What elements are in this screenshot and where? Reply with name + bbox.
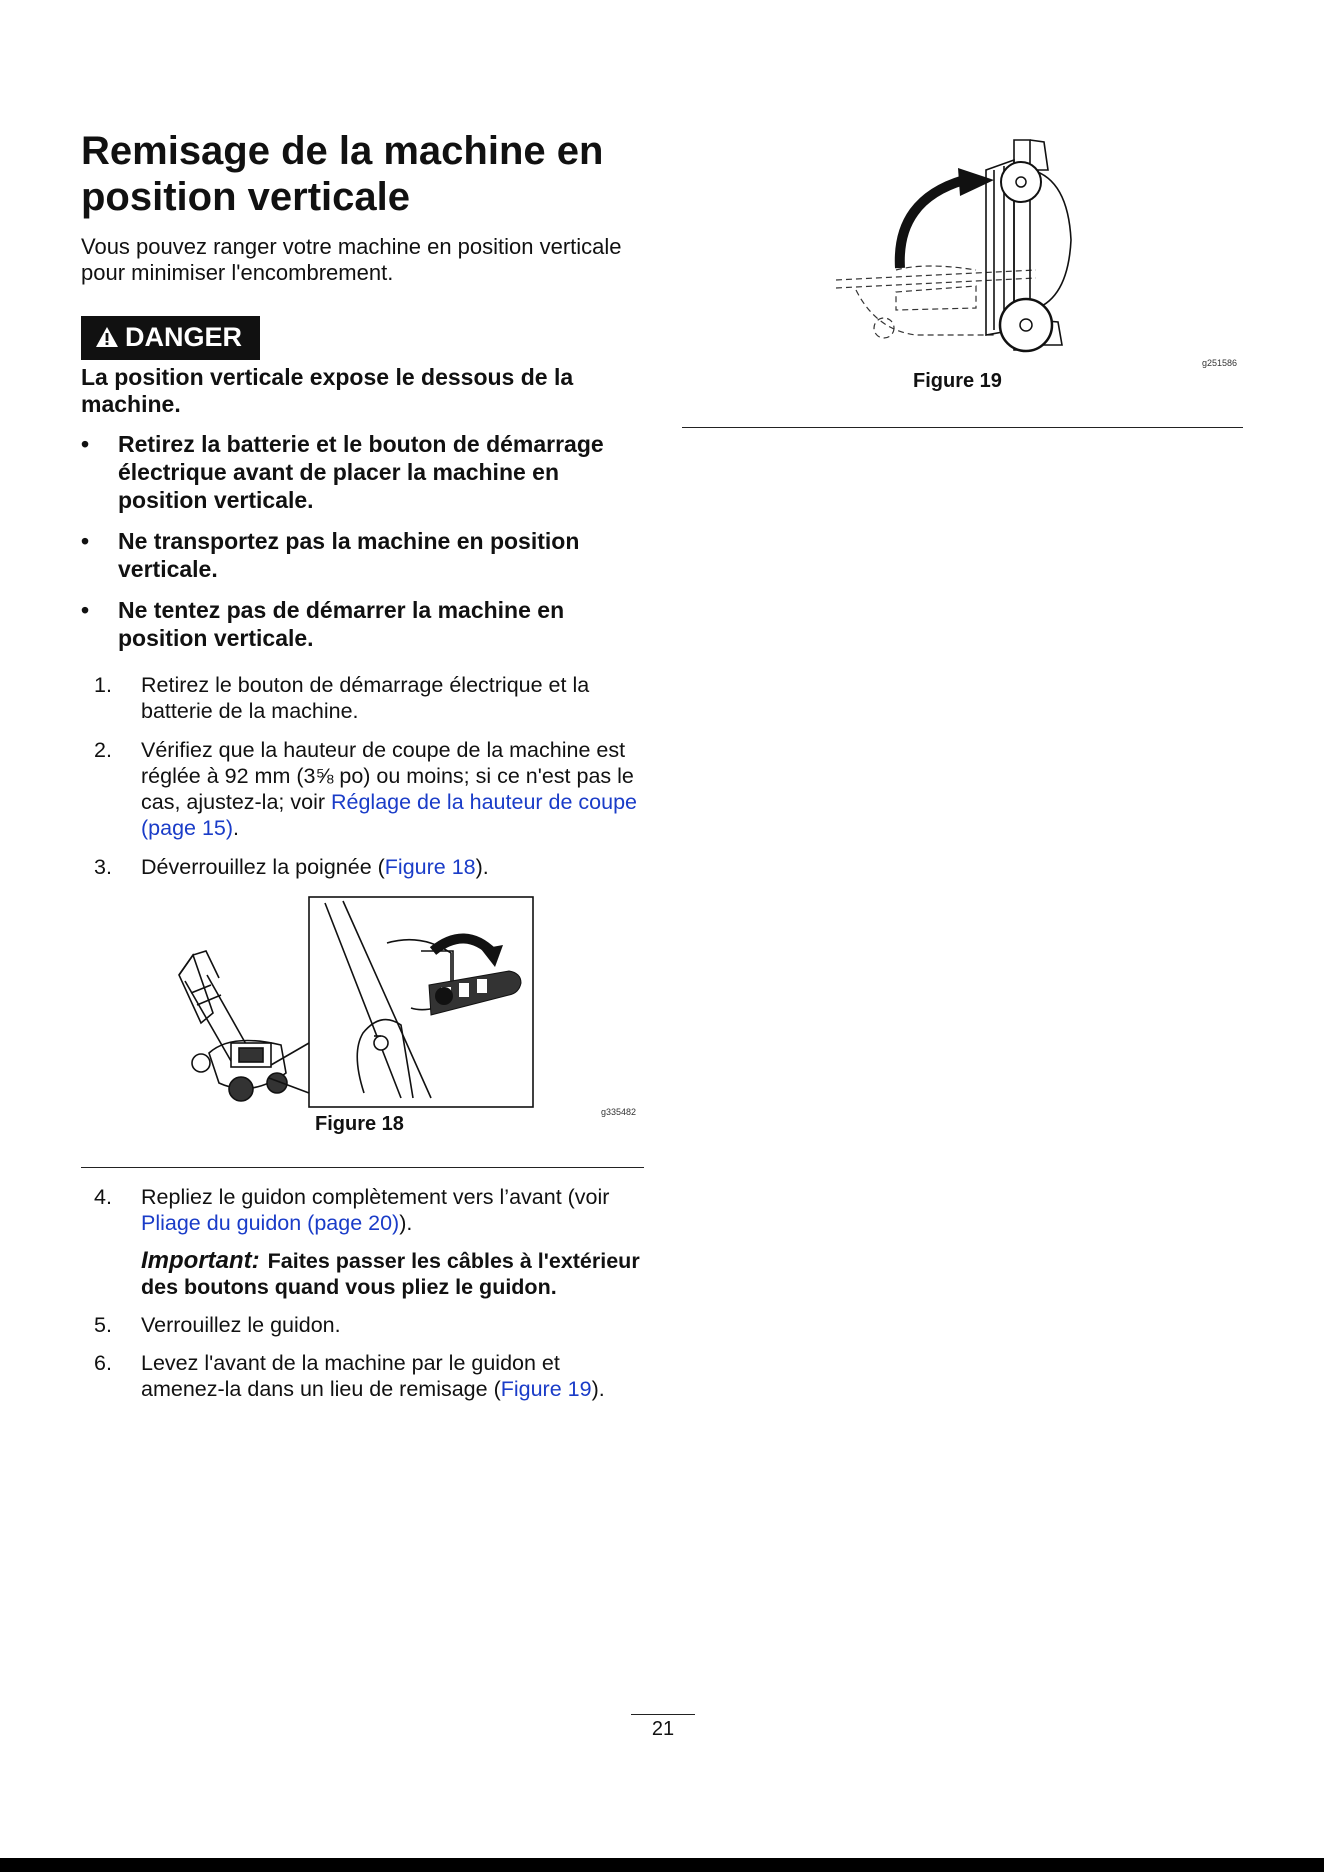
figure-18-caption: Figure 18 <box>315 1113 404 1135</box>
figure-19-divider <box>682 427 1243 428</box>
link-folding-handle[interactable]: Pliage du guidon (page 20) <box>141 1211 400 1235</box>
danger-bullet: • Ne transportez pas la machine en position verticale. <box>81 528 580 582</box>
step-number: 1. <box>94 673 112 697</box>
figure-18 <box>81 893 646 1143</box>
important-label: Important: <box>141 1247 260 1274</box>
step-text: Retirez le bouton de démarrage électrique et la batterie de la machine. <box>141 673 590 723</box>
page-number: 21 <box>651 1718 675 1740</box>
step-item <box>81 1312 646 1338</box>
step-list-end <box>81 1312 646 1402</box>
step-item <box>81 672 646 724</box>
figure-19-code: g251586 <box>1202 358 1238 368</box>
step-item: 3. Déverrouillez la poignée (Figure 18). <box>94 855 489 879</box>
danger-bullet: • Retirez la batterie et le bouton de démarrage électrique avant de placer la machine en position verticale. <box>81 431 604 513</box>
section-title: Remisage de la machine en position verticale <box>81 129 604 219</box>
page-number-rule <box>631 1714 695 1715</box>
left-column <box>81 128 646 1414</box>
danger-bullet: • Ne tentez pas de démarrer la machine en position verticale. <box>81 597 565 651</box>
page-bottom-bar <box>0 1858 1324 1872</box>
danger-label: DANGER <box>125 322 243 352</box>
step-text: Levez l'avant de la machine par le guidon et amenez-la dans un lieu de remisage ( <box>141 1351 560 1401</box>
mower-handle-unlock-illustration <box>81 893 646 1113</box>
step-list <box>81 672 646 880</box>
step-item: 4. Repliez le guidon complètement vers l’avant (voir Pliage du guidon (page 20)). <box>94 1185 610 1235</box>
danger-banner <box>81 316 260 360</box>
link-cutting-height[interactable]: Réglage de la hauteur de coupe (page 15) <box>141 790 638 840</box>
step-number: 5. <box>94 1313 112 1337</box>
step-number: 4. <box>94 1185 112 1209</box>
figure-19-caption: Figure 19 <box>913 370 1002 392</box>
step-text: Déverrouillez la poignée ( <box>141 855 385 879</box>
important-text: Faites passer les câbles à l'extérieur des boutons quand vous pliez le guidon. <box>141 1249 640 1299</box>
link-figure-18[interactable]: Figure 18 <box>384 855 476 879</box>
step-list-continued <box>81 1184 646 1236</box>
step-item: 6. Levez l'avant de la machine par le guidon et amenez-la dans un lieu de remisage (Figure 19). <box>94 1351 605 1401</box>
section-intro: Vous pouvez ranger votre machine en position verticale pour minimiser l'encombrement. <box>81 234 622 285</box>
step-text: Verrouillez le guidon. <box>141 1313 341 1337</box>
step-number: 2. <box>94 738 112 762</box>
danger-bullet-list <box>81 430 646 652</box>
figure-18-divider <box>81 1167 644 1168</box>
warning-triangle-icon <box>95 326 119 348</box>
link-figure-19[interactable]: Figure 19 <box>500 1377 592 1401</box>
step-text: Repliez le guidon complètement vers l’avant (voir <box>141 1185 610 1209</box>
mower-vertical-storage-illustration <box>836 130 1096 360</box>
figure-18-code: g335482 <box>601 1107 637 1117</box>
step-text: Vérifiez que la hauteur de coupe de la machine est réglée à 92 mm (3⅝ po) ou moins; si ce n'est pas le cas, ajustez-la; voir <box>141 738 634 814</box>
danger-heading: La position verticale expose le dessous de la machine. <box>81 364 574 416</box>
step-number: 6. <box>94 1351 112 1375</box>
step-item: 2. Vérifiez que la hauteur de coupe de la machine est réglée à 92 mm (3⅝ po) ou moins; si ce n'est pas le cas, ajustez-la; voir Réglage de la hauteur de coupe (page 15). <box>94 738 638 840</box>
step-number: 3. <box>94 855 112 879</box>
important-note <box>81 1248 646 1300</box>
